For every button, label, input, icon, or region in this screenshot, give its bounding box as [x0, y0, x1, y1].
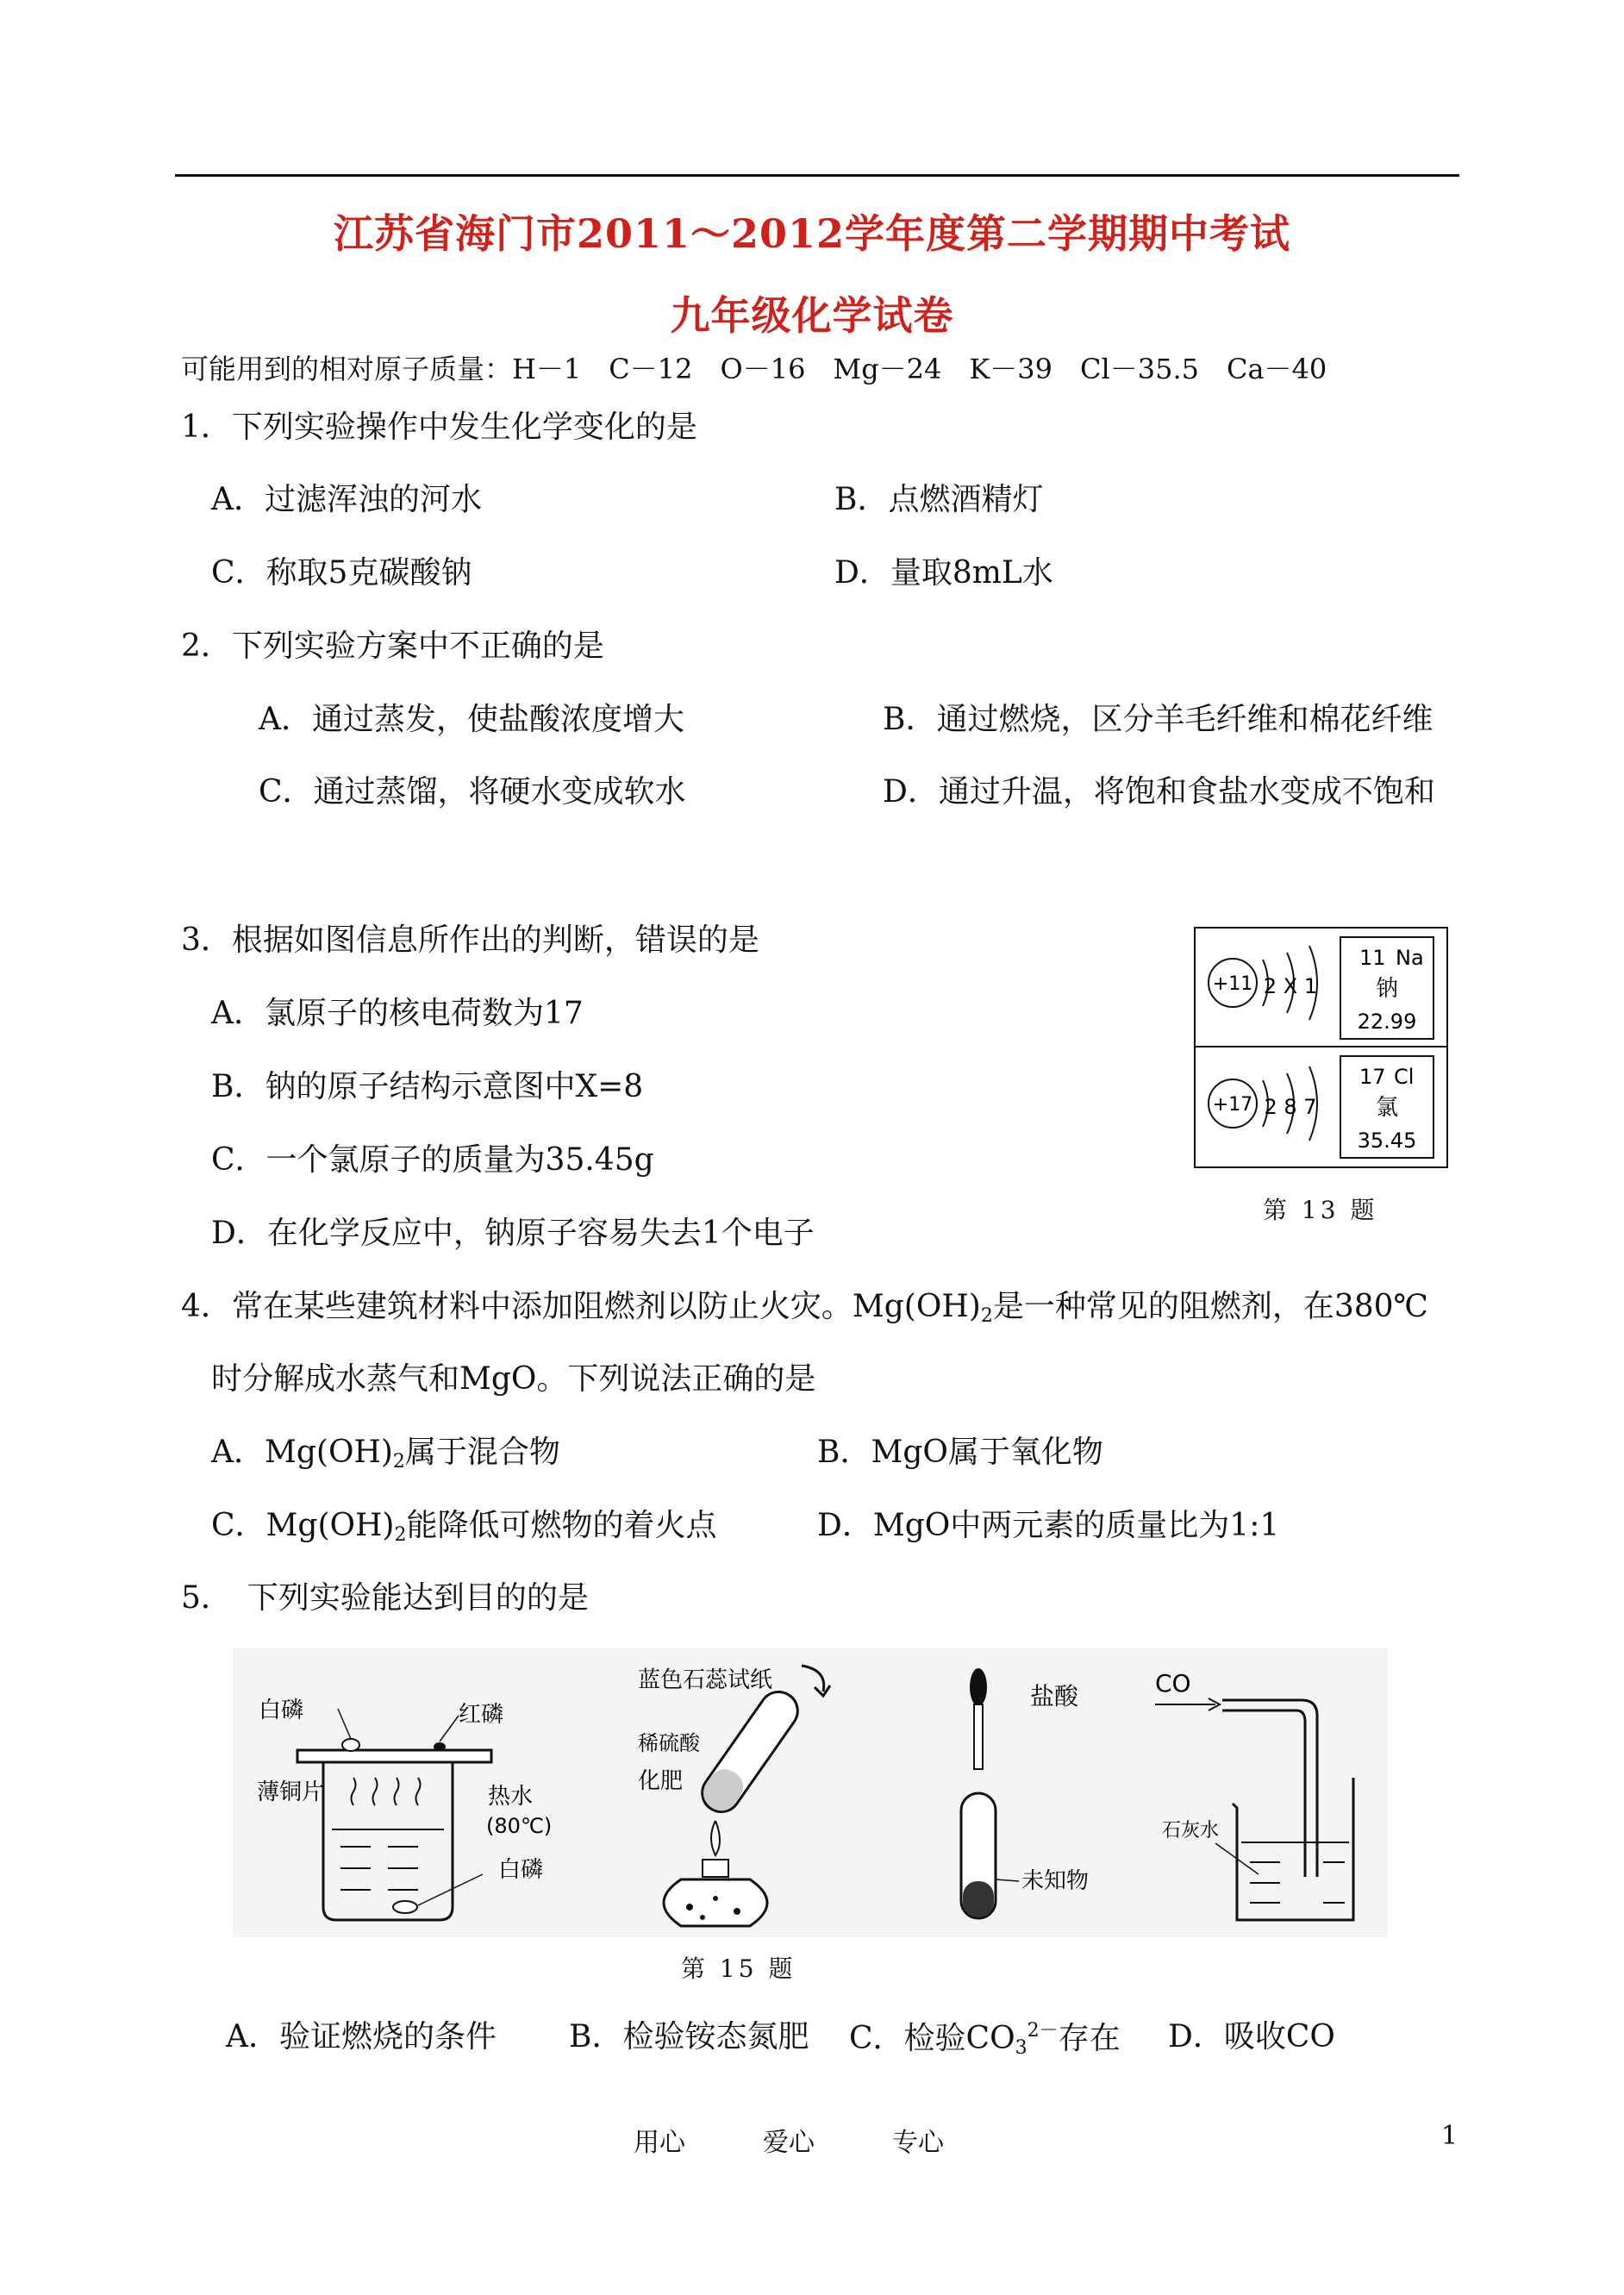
na-name: 钠 [1375, 976, 1399, 1002]
na-symbol: Na [1396, 946, 1424, 970]
q4-option-b: B．MgO属于氧化物 [817, 1435, 1103, 1470]
svg-text:薄铜片: 薄铜片 [257, 1779, 325, 1805]
q2-option-b: B．通过燃烧，区分羊毛纤维和棉花纤维 [883, 702, 1433, 737]
q1-option-d: D．量取8mL水 [834, 555, 1053, 591]
exam-title: 江苏省海门市2011～2012学年度第二学期期中考试 [333, 210, 1291, 257]
red-phosphorus [434, 1742, 446, 1751]
q5-option-d: D．吸收CO [1168, 2019, 1335, 2054]
q4-option-c: C．$Mg(OH)_2$能降低可燃物的着火点 [211, 1508, 717, 1546]
cl-atomic-number: 17 [1359, 1065, 1386, 1089]
q2-option-a: A．通过蒸发，使盐酸浓度增大 [259, 702, 684, 737]
header-rule [175, 174, 1459, 177]
cl-shells: 2 8 7 [1264, 1095, 1317, 1119]
q3-stem: 3．根据如图信息所作出的判断，错误的是 [181, 922, 759, 958]
svg-text:红磷: 红磷 [459, 1702, 504, 1728]
svg-text:盐酸: 盐酸 [1030, 1682, 1079, 1710]
svg-text:白磷: 白磷 [259, 1698, 304, 1723]
q5-option-c: C．检验$CO_3^{2-}$存在 [849, 2020, 1121, 2059]
q3-option-d: D．在化学反应中，钠原子容易失去1个电子 [211, 1216, 815, 1251]
na-nucleus: +11 [1212, 973, 1253, 995]
q4-option-d: D．MgO中两元素的质量比为1:1 [817, 1508, 1280, 1543]
figure-15-apparatus [233, 1648, 1388, 1937]
figure-13-caption: 第 13 题 [1263, 1196, 1378, 1224]
q2-option-d: D．通过升温，将饱和食盐水变成不饱和 [883, 774, 1435, 810]
copper-sheet [297, 1750, 491, 1762]
figure-13-atom-diagram [1194, 927, 1448, 1168]
q2-option-c: C．通过蒸馏，将硬水变成软水 [259, 774, 686, 810]
svg-text:石灰水: 石灰水 [1162, 1820, 1220, 1842]
white-phosphorus-water [393, 1901, 417, 1913]
na-shells: 2 X 1 [1263, 974, 1318, 998]
q1-option-c: C．称取5克碳酸钠 [211, 555, 472, 591]
q3-option-b: B．钠的原子结构示意图中X=8 [211, 1069, 644, 1104]
q4-stem-line1: 4．常在某些建筑材料中添加阻燃剂以防止火灾。$Mg(OH)_2$是一种常见的阻燃剂，在380℃ [181, 1289, 1428, 1327]
q2-stem: 2．下列实验方案中不正确的是 [181, 628, 604, 664]
dropper-bulb [970, 1668, 987, 1706]
svg-text:(80℃): (80℃) [486, 1814, 553, 1838]
exam-subtitle: 九年级化学试卷 [670, 292, 954, 339]
svg-text:稀硫酸: 稀硫酸 [638, 1731, 700, 1755]
cl-name: 氯 [1375, 1095, 1399, 1121]
q3-option-a: A．氯原子的核电荷数为17 [211, 996, 584, 1031]
q1-option-a: A．过滤浑浊的河水 [211, 482, 482, 517]
atomic-masses: 可能用到的相对原子质量：H－1 C－12 O－16 Mg－24 K－39 Cl－35.5 Ca－40 [181, 353, 1327, 385]
svg-text:热水: 热水 [488, 1784, 534, 1810]
footer-middle: 爱心 [763, 2128, 815, 2158]
svg-text:CO: CO [1155, 1669, 1191, 1698]
footer-right: 专心 [892, 2128, 944, 2158]
cl-mass: 35.45 [1357, 1129, 1417, 1153]
q5-stem: 5． 下列实验能达到目的的是 [181, 1580, 589, 1616]
q1-stem: 1．下列实验操作中发生化学变化的是 [181, 410, 697, 445]
svg-text:化肥: 化肥 [638, 1768, 684, 1794]
alcohol-lamp [664, 1879, 767, 1926]
q4-stem-line2: 时分解成水蒸气和MgO。下列说法正确的是 [211, 1361, 816, 1397]
dropper-tube [974, 1704, 983, 1769]
na-atomic-number: 11 [1359, 946, 1386, 970]
cl-symbol: Cl [1394, 1065, 1415, 1089]
q5-option-b: B．检验铵态氮肥 [569, 2019, 809, 2054]
page-number: 1 [1441, 2121, 1458, 2151]
q4-option-a: A．$Mg(OH)_2$属于混合物 [211, 1435, 560, 1473]
svg-text:白磷: 白磷 [498, 1857, 544, 1883]
svg-text:蓝色石蕊试纸: 蓝色石蕊试纸 [638, 1667, 773, 1693]
q3-option-c: C．一个氯原子的质量为35.45g [211, 1142, 654, 1178]
q1-option-b: B．点燃酒精灯 [834, 482, 1044, 517]
white-phosphorus-top [342, 1739, 359, 1751]
na-mass: 22.99 [1357, 1010, 1417, 1034]
svg-text:未知物: 未知物 [1021, 1868, 1090, 1894]
cl-nucleus: +17 [1212, 1094, 1253, 1116]
figure-15-caption: 第 15 题 [681, 1954, 796, 1983]
q5-option-a: A．验证燃烧的条件 [226, 2019, 497, 2054]
footer-left: 用心 [634, 2128, 685, 2158]
